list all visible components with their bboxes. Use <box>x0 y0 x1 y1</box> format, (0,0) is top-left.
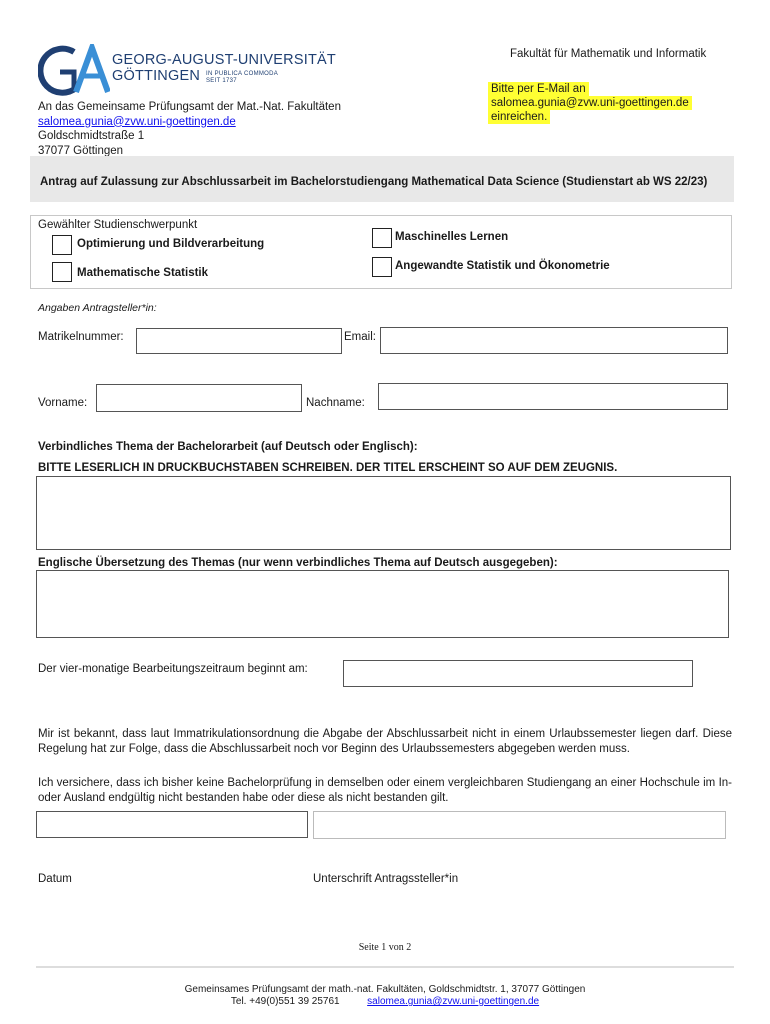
nachname-label: Nachname: <box>306 397 365 409</box>
matrikel-input[interactable] <box>136 328 342 354</box>
topic-textarea[interactable] <box>36 476 731 550</box>
vorname-label: Vorname: <box>38 397 88 409</box>
applicant-section-label: Angaben Antragsteller*in: <box>38 302 157 314</box>
date-input[interactable] <box>36 811 308 838</box>
topic-label: Verbindliches Thema der Bachelorarbeit (auf Deutsch oder Englisch): <box>38 441 418 453</box>
submission-note-email: salomea.gunia@zvw.uni-goettingen.de <box>488 96 692 110</box>
university-motto <box>206 71 278 85</box>
topic-instruction: BITTE LESERLICH IN DRUCKBUCHSTABEN SCHREIBEN. DER TITEL ERSCHEINT SO AUF DEM ZEUGNIS. <box>38 462 618 474</box>
start-date-input[interactable] <box>343 660 693 687</box>
recipient-street: Goldschmidtstraße 1 <box>38 130 145 142</box>
university-name-line2: GÖTTINGEN <box>112 68 200 84</box>
footer-phone: Tel. +49(0)551 39 25761 <box>230 996 340 1007</box>
footer-contact <box>0 996 770 1007</box>
submission-note <box>488 82 692 124</box>
university-logo-icon <box>38 44 110 96</box>
footer-email-link[interactable]: salomea.gunia@zvw.uni-goettingen.de <box>367 996 540 1007</box>
checkbox-optimierung[interactable] <box>52 235 72 255</box>
recipient-name: An das Gemeinsame Prüfungsamt der Mat.-Nat. Fakultäten <box>38 101 341 113</box>
checkbox-maschinelles-lernen[interactable] <box>372 228 392 248</box>
footer-address: Gemeinsames Prüfungsamt der math.-nat. Fakultäten, Goldschmidtstr. 1, 37077 Göttingen <box>184 984 586 995</box>
email-input[interactable] <box>380 327 728 354</box>
university-name-line1: GEORG-AUGUST-UNIVERSITÄT <box>112 52 336 68</box>
page-number: Seite 1 von 2 <box>358 942 412 953</box>
faculty-name: Fakultät für Mathematik und Informatik <box>510 48 707 60</box>
checkbox-angewandte-statistik[interactable] <box>372 257 392 277</box>
focus-label: Gewählter Studienschwerpunkt <box>38 219 198 231</box>
form-title: Antrag auf Zulassung zur Abschlussarbeit im Bachelorstudiengang Mathematical Data Science (Studienstart ab WS 22/23) <box>40 176 708 188</box>
footer-divider <box>36 966 734 968</box>
option-optimierung-label: Optimierung und Bildverarbeitung <box>77 238 265 250</box>
signature-field[interactable] <box>313 811 726 839</box>
translation-label: Englische Übersetzung des Themas (nur wenn verbindliches Thema auf Deutsch ausgegeben): <box>38 557 558 569</box>
option-angewandte-statistik-label: Angewandte Statistik und Ökonometrie <box>395 260 610 272</box>
submission-note-line3: einreichen. <box>488 110 550 124</box>
date-label: Datum <box>38 873 72 885</box>
nachname-input[interactable] <box>378 383 728 410</box>
vorname-input[interactable] <box>96 384 302 412</box>
declaration-pruefung: Ich versichere, dass ich bisher keine Bachelorprüfung in demselben oder einem vergleichbaren Studiengang an einer Hochschule im In- oder Ausland endgültig nicht bestanden habe oder diese als nicht bestanden gilt. <box>38 777 732 804</box>
start-date-label: Der vier-monatige Bearbeitungszeitraum beginnt am: <box>38 663 308 675</box>
signature-label: Unterschrift Antragssteller*in <box>313 873 459 885</box>
university-motto-line2: SEIT 1737 <box>206 78 237 84</box>
option-mathematische-statistik-label: Mathematische Statistik <box>77 267 209 279</box>
checkbox-mathematische-statistik[interactable] <box>52 262 72 282</box>
declaration-urlaubssemester: Mir ist bekannt, dass laut Immatrikulationsordnung die Abgabe der Abschlussarbeit nicht in einem Urlaubssemester liegen darf. Diese Regelung hat zur Folge, dass die Abschlussarbeit noch vor Beginn des Urlaubssemesters abgegeben werden muss. <box>38 728 732 755</box>
recipient-city: 37077 Göttingen <box>38 144 124 157</box>
recipient-address <box>38 100 341 158</box>
university-motto-line1: IN PUBLICA COMMODA <box>206 71 279 77</box>
recipient-email-link[interactable]: salomea.gunia@zvw.uni-goettingen.de <box>38 115 236 128</box>
matrikel-label: Matrikelnummer: <box>38 331 124 343</box>
email-label: Email: <box>344 331 376 343</box>
option-maschinelles-lernen-label: Maschinelles Lernen <box>395 231 509 243</box>
translation-textarea[interactable] <box>36 570 729 638</box>
submission-note-line1: Bitte per E-Mail an <box>488 82 589 96</box>
